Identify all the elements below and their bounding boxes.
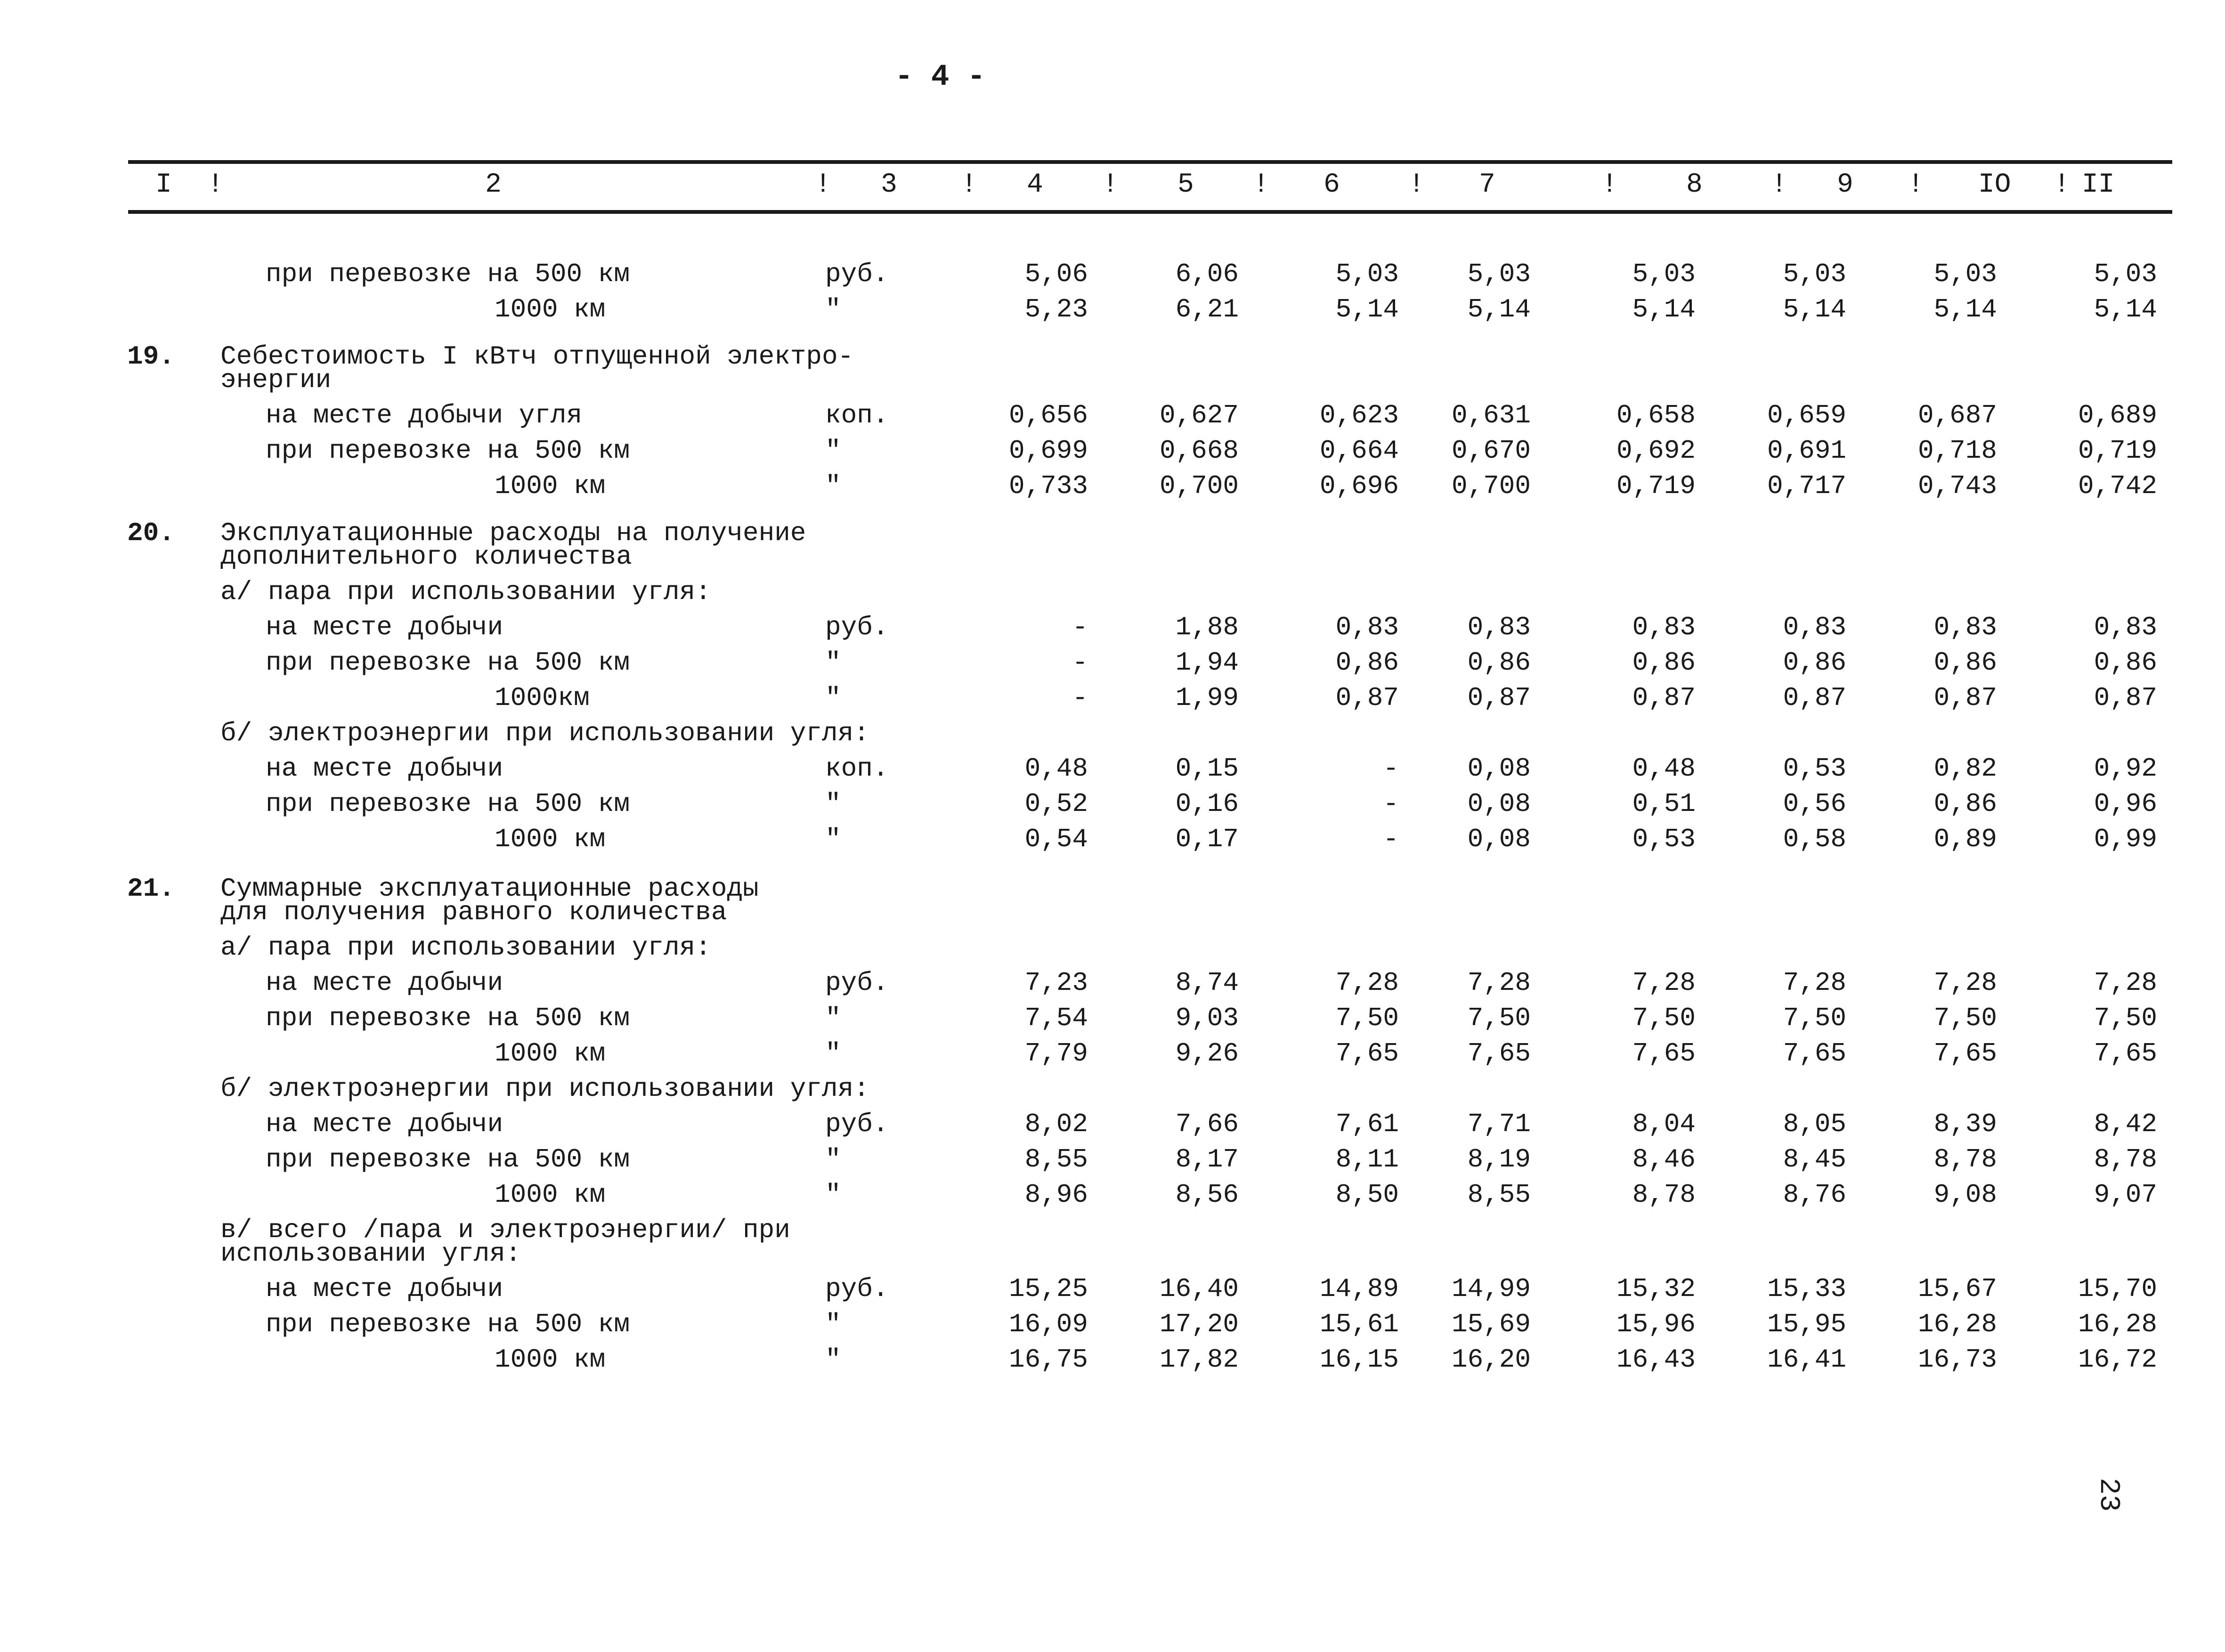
row-label: б/ электроэнергии при использовании угля:	[220, 1074, 869, 1104]
table-row	[0, 968, 2225, 1004]
row-value: 7,50	[1632, 1003, 1696, 1033]
row-value: 0,719	[2078, 436, 2157, 466]
row-value: 9,03	[1175, 1003, 1239, 1033]
row-value: 0,86	[1467, 648, 1531, 678]
row-value: 0,668	[1159, 436, 1239, 466]
row-label: при перевозке на 500 км	[266, 1309, 630, 1339]
row-value: 7,65	[1933, 1038, 1997, 1069]
row-value: 16,75	[1008, 1344, 1088, 1375]
row-value: 0,743	[1917, 471, 1997, 501]
row-value: 16,28	[2078, 1309, 2157, 1339]
table-row	[0, 471, 2225, 507]
header-top-rule	[128, 160, 2172, 164]
header-separator: !	[815, 170, 831, 200]
row-value: 0,699	[1008, 436, 1088, 466]
header-separator: !	[961, 170, 977, 200]
row-value: 0,742	[2078, 471, 2157, 501]
row-value: 7,28	[1335, 968, 1399, 998]
row-value: 0,89	[1933, 824, 1997, 854]
row-value: 0,83	[2094, 612, 2157, 642]
header-separator: !	[2054, 170, 2070, 200]
row-label: при перевозке на 500 км	[266, 1144, 630, 1174]
row-label: на месте добычи	[266, 753, 503, 784]
row-value: 0,687	[1917, 400, 1997, 430]
table-row	[0, 436, 2225, 471]
row-label: 1000 км	[495, 1038, 606, 1069]
header-cell: 4	[1027, 170, 1043, 200]
row-value: 5,06	[1024, 259, 1088, 289]
row-label: на месте добычи	[266, 968, 503, 998]
row-value: 15,67	[1917, 1274, 1997, 1304]
row-value: 0,87	[2094, 683, 2157, 713]
row-value: 0,83	[1335, 612, 1399, 642]
header-cell: I	[155, 170, 172, 200]
row-value: 7,50	[2094, 1003, 2157, 1033]
row-value: 8,55	[1024, 1144, 1088, 1174]
row-value: 7,54	[1024, 1003, 1088, 1033]
row-label: Суммарные эксплуатационные расходы	[220, 874, 759, 904]
row-value: 9,26	[1175, 1038, 1239, 1069]
row-value: 7,61	[1335, 1109, 1399, 1139]
row-value: 14,99	[1451, 1274, 1531, 1304]
row-value: 5,03	[1783, 259, 1846, 289]
row-value: 0,16	[1175, 789, 1239, 819]
table-row	[0, 1239, 2225, 1274]
row-value: 0,718	[1917, 436, 1997, 466]
row-value: 17,82	[1159, 1344, 1239, 1375]
row-value: 7,65	[2094, 1038, 2157, 1069]
row-value: 15,95	[1767, 1309, 1846, 1339]
row-value: 0,656	[1008, 400, 1088, 430]
row-value: 0,87	[1933, 683, 1997, 713]
row-label: на месте добычи угля	[266, 400, 583, 430]
row-label: при перевозке на 500 км	[266, 1003, 630, 1033]
page-number: - 4 -	[895, 60, 986, 94]
row-value: 0,87	[1632, 683, 1696, 713]
row-value: 8,78	[1933, 1144, 1997, 1174]
row-value: -	[1383, 753, 1399, 784]
row-value: 8,55	[1467, 1180, 1531, 1210]
row-value: -	[1072, 612, 1088, 642]
row-value: 0,83	[1783, 612, 1846, 642]
row-number: 20.	[127, 518, 175, 548]
row-unit: руб.	[825, 259, 889, 289]
row-value: 8,19	[1467, 1144, 1531, 1174]
row-label: Эксплуатационные расходы на получение	[220, 518, 806, 548]
row-unit: коп.	[825, 753, 889, 784]
row-value: 0,15	[1175, 753, 1239, 784]
row-label: для получения равного количества	[220, 897, 727, 927]
row-value: 15,70	[2078, 1274, 2157, 1304]
row-value: 0,689	[2078, 400, 2157, 430]
row-value: 7,28	[1783, 968, 1846, 998]
table-row	[0, 1309, 2225, 1345]
row-value: 8,50	[1335, 1180, 1399, 1210]
row-value: 17,20	[1159, 1309, 1239, 1339]
row-value: 15,33	[1767, 1274, 1846, 1304]
header-cell: 2	[485, 170, 502, 200]
row-value: 5,03	[1467, 259, 1531, 289]
row-value: 16,20	[1451, 1344, 1531, 1375]
row-value: 7,65	[1783, 1038, 1846, 1069]
table-row	[0, 1003, 2225, 1039]
header-cell: 5	[1177, 170, 1194, 200]
table-row	[0, 400, 2225, 436]
row-value: 8,17	[1175, 1144, 1239, 1174]
row-label: на месте добычи	[266, 612, 503, 642]
row-unit: руб.	[825, 612, 889, 642]
row-unit: "	[825, 1309, 841, 1339]
row-value: 0,86	[1783, 648, 1846, 678]
row-value: 5,14	[1467, 294, 1531, 324]
row-value: 0,86	[1933, 648, 1997, 678]
header-separator: !	[1253, 170, 1269, 200]
row-value: 0,692	[1616, 436, 1696, 466]
row-value: 7,28	[1467, 968, 1531, 998]
row-value: 0,719	[1616, 471, 1696, 501]
row-value: 0,87	[1467, 683, 1531, 713]
row-value: 0,664	[1319, 436, 1399, 466]
row-label: а/ пара при использовании угля:	[220, 932, 711, 963]
row-value: 0,58	[1783, 824, 1846, 854]
row-value: 15,25	[1008, 1274, 1088, 1304]
row-label: при перевозке на 500 км	[266, 436, 630, 466]
table-row	[0, 365, 2225, 401]
row-value: 5,03	[2094, 259, 2157, 289]
table-row	[0, 1109, 2225, 1145]
row-value: 0,700	[1159, 471, 1239, 501]
row-value: 0,83	[1933, 612, 1997, 642]
row-label: а/ пара при использовании угля:	[220, 577, 711, 607]
row-value: 8,04	[1632, 1109, 1696, 1139]
row-value: 5,14	[1335, 294, 1399, 324]
row-value: 5,03	[1335, 259, 1399, 289]
row-label: б/ электроэнергии при использовании угля:	[220, 718, 869, 748]
margin-stamp: 23	[2092, 1477, 2125, 1512]
row-value: 14,89	[1319, 1274, 1399, 1304]
row-value: 6,21	[1175, 294, 1239, 324]
row-value: 7,50	[1783, 1003, 1846, 1033]
row-value: 16,15	[1319, 1344, 1399, 1375]
row-value: 5,14	[1933, 294, 1997, 324]
row-value: 7,28	[1632, 968, 1696, 998]
row-value: -	[1383, 824, 1399, 854]
row-unit: "	[825, 1038, 841, 1069]
header-separator: !	[207, 170, 224, 200]
row-unit: "	[825, 683, 841, 713]
row-value: 0,627	[1159, 400, 1239, 430]
row-value: 0,53	[1783, 753, 1846, 784]
row-unit: "	[825, 789, 841, 819]
row-value: 16,43	[1616, 1344, 1696, 1375]
header-separator: !	[1601, 170, 1618, 200]
row-label: на месте добычи	[266, 1274, 503, 1304]
row-value: 16,28	[1917, 1309, 1997, 1339]
table-row	[0, 753, 2225, 789]
header-separator: !	[1771, 170, 1787, 200]
table-row	[0, 824, 2225, 860]
row-value: 8,96	[1024, 1180, 1088, 1210]
row-value: 1,88	[1175, 612, 1239, 642]
row-value: 0,86	[2094, 648, 2157, 678]
row-value: 7,66	[1175, 1109, 1239, 1139]
table-row	[0, 683, 2225, 719]
row-value: 15,32	[1616, 1274, 1696, 1304]
row-value: 0,08	[1467, 824, 1531, 854]
table-row	[0, 1180, 2225, 1215]
row-value: 0,52	[1024, 789, 1088, 819]
row-value: 8,39	[1933, 1109, 1997, 1139]
row-value: 0,86	[1335, 648, 1399, 678]
row-label: 1000 км	[495, 471, 606, 501]
row-value: 0,53	[1632, 824, 1696, 854]
row-value: 0,696	[1319, 471, 1399, 501]
row-value: 0,86	[1933, 789, 1997, 819]
row-unit: руб.	[825, 1109, 889, 1139]
row-value: 5,14	[1632, 294, 1696, 324]
row-value: 0,82	[1933, 753, 1997, 784]
row-label: использовании угля:	[220, 1239, 521, 1269]
header-cell: 3	[881, 170, 897, 200]
row-value: 7,71	[1467, 1109, 1531, 1139]
row-unit: "	[825, 1144, 841, 1174]
header-separator: !	[1102, 170, 1119, 200]
row-label: при перевозке на 500 км	[266, 648, 630, 678]
row-value: 16,09	[1008, 1309, 1088, 1339]
row-value: 0,691	[1767, 436, 1846, 466]
row-value: 5,03	[1933, 259, 1997, 289]
row-value: 8,11	[1335, 1144, 1399, 1174]
row-label: энергии	[220, 365, 332, 395]
row-value: 8,76	[1783, 1180, 1846, 1210]
table-row	[0, 577, 2225, 613]
row-value: 0,99	[2094, 824, 2157, 854]
header-cell: 6	[1324, 170, 1340, 200]
row-value: 16,73	[1917, 1344, 1997, 1375]
header-cell: II	[2082, 170, 2115, 200]
row-unit: коп.	[825, 400, 889, 430]
row-value: 16,72	[2078, 1344, 2157, 1375]
table-row	[0, 294, 2225, 330]
row-value: 0,733	[1008, 471, 1088, 501]
row-value: 8,42	[2094, 1109, 2157, 1139]
row-value: 0,17	[1175, 824, 1239, 854]
row-label: дополнительного количества	[220, 542, 632, 572]
row-number: 21.	[127, 874, 175, 904]
row-label: 1000 км	[495, 824, 606, 854]
row-value: 5,14	[1783, 294, 1846, 324]
row-value: 5,03	[1632, 259, 1696, 289]
row-value: 8,45	[1783, 1144, 1846, 1174]
row-value: 0,83	[1467, 612, 1531, 642]
row-value: 7,50	[1335, 1003, 1399, 1033]
row-value: -	[1072, 648, 1088, 678]
table-row	[0, 718, 2225, 754]
row-value: 8,56	[1175, 1180, 1239, 1210]
header-cell: 8	[1686, 170, 1703, 200]
row-value: 8,05	[1783, 1109, 1846, 1139]
row-value: 8,78	[2094, 1144, 2157, 1174]
table-row	[0, 612, 2225, 648]
row-value: 9,08	[1933, 1180, 1997, 1210]
row-value: 0,92	[2094, 753, 2157, 784]
row-value: 9,07	[2094, 1180, 2157, 1210]
row-value: 8,78	[1632, 1180, 1696, 1210]
row-value: 7,79	[1024, 1038, 1088, 1069]
row-label: 1000 км	[495, 294, 606, 324]
row-unit: "	[825, 436, 841, 466]
table-row	[0, 789, 2225, 825]
table-row	[0, 259, 2225, 295]
table-row	[0, 1274, 2225, 1310]
row-label: при перевозке на 500 км	[266, 789, 630, 819]
table-row	[0, 542, 2225, 577]
row-unit: "	[825, 824, 841, 854]
row-value: 7,23	[1024, 968, 1088, 998]
row-value: 0,48	[1024, 753, 1088, 784]
row-value: 16,40	[1159, 1274, 1239, 1304]
row-label: 1000 км	[495, 1180, 606, 1210]
table-row	[0, 1344, 2225, 1380]
row-value: 0,700	[1451, 471, 1531, 501]
row-value: 0,54	[1024, 824, 1088, 854]
row-unit: "	[825, 1344, 841, 1375]
row-value: 5,14	[2094, 294, 2157, 324]
row-value: 0,670	[1451, 436, 1531, 466]
row-value: 7,28	[2094, 968, 2157, 998]
row-value: 15,61	[1319, 1309, 1399, 1339]
row-value: 6,06	[1175, 259, 1239, 289]
row-value: 0,659	[1767, 400, 1846, 430]
row-value: 0,08	[1467, 789, 1531, 819]
row-value: 0,83	[1632, 612, 1696, 642]
row-unit: "	[825, 1180, 841, 1210]
row-label: 1000 км	[495, 1344, 606, 1375]
row-number: 19.	[127, 341, 175, 372]
row-value: 0,87	[1335, 683, 1399, 713]
header-separator: !	[1408, 170, 1425, 200]
row-value: 5,23	[1024, 294, 1088, 324]
row-value: 0,51	[1632, 789, 1696, 819]
row-value: 15,69	[1451, 1309, 1531, 1339]
row-value: 7,50	[1933, 1003, 1997, 1033]
header-cell: 7	[1479, 170, 1495, 200]
row-value: 0,08	[1467, 753, 1531, 784]
row-unit: "	[825, 294, 841, 324]
table-row	[0, 648, 2225, 683]
row-value: 0,86	[1632, 648, 1696, 678]
row-label: в/ всего /пара и электроэнергии/ при	[220, 1215, 790, 1245]
table-row	[0, 1038, 2225, 1074]
row-value: 15,96	[1616, 1309, 1696, 1339]
row-label: Себестоимость I кВтч отпущенной электро-	[220, 341, 854, 372]
table-row	[0, 1144, 2225, 1180]
row-unit: "	[825, 648, 841, 678]
row-unit: "	[825, 1003, 841, 1033]
row-unit: "	[825, 471, 841, 501]
table-row	[0, 897, 2225, 933]
header-cell: IO	[1978, 170, 2011, 200]
header-bottom-rule	[128, 210, 2172, 214]
row-value: 7,28	[1933, 968, 1997, 998]
row-value: 16,41	[1767, 1344, 1846, 1375]
row-value: 0,631	[1451, 400, 1531, 430]
row-unit: руб.	[825, 1274, 889, 1304]
table-row	[0, 1074, 2225, 1109]
row-value: -	[1072, 683, 1088, 713]
row-value: 7,65	[1335, 1038, 1399, 1069]
table-row	[0, 932, 2225, 968]
row-value: 1,94	[1175, 648, 1239, 678]
row-value: 7,65	[1467, 1038, 1531, 1069]
row-value: 0,48	[1632, 753, 1696, 784]
row-value: 0,658	[1616, 400, 1696, 430]
row-value: 0,56	[1783, 789, 1846, 819]
row-unit: руб.	[825, 968, 889, 998]
header-cell: 9	[1837, 170, 1853, 200]
row-label: 1000км	[495, 683, 590, 713]
row-value: -	[1383, 789, 1399, 819]
row-label: на месте добычи	[266, 1109, 503, 1139]
row-value: 8,46	[1632, 1144, 1696, 1174]
header-separator: !	[1908, 170, 1924, 200]
row-value: 0,96	[2094, 789, 2157, 819]
row-value: 8,74	[1175, 968, 1239, 998]
row-label: при перевозке на 500 км	[266, 259, 630, 289]
row-value: 7,65	[1632, 1038, 1696, 1069]
row-value: 0,87	[1783, 683, 1846, 713]
row-value: 8,02	[1024, 1109, 1088, 1139]
row-value: 0,623	[1319, 400, 1399, 430]
row-value: 1,99	[1175, 683, 1239, 713]
row-value: 7,50	[1467, 1003, 1531, 1033]
row-value: 0,717	[1767, 471, 1846, 501]
